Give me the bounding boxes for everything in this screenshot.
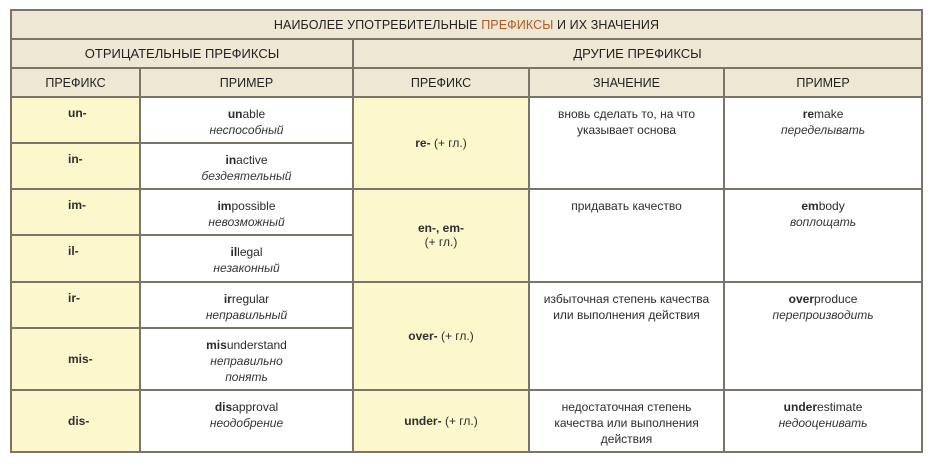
negative-example-cell	[140, 282, 353, 328]
example-word: overproduce	[788, 291, 858, 306]
other-prefix-cell: en-, em- (+ гл.)	[353, 189, 529, 281]
column-header-meaning: ЗНАЧЕНИЕ	[529, 68, 724, 97]
table-row	[11, 97, 922, 143]
example-translation: переделывать	[781, 123, 866, 138]
example-word: unable	[227, 107, 266, 122]
other-prefix-cell: re- (+ гл.)	[353, 97, 529, 189]
negative-example-cell	[140, 390, 353, 452]
meaning-cell: недостаточная степень качества или выполнения действия	[529, 390, 724, 452]
column-header-example-left: ПРИМЕР	[140, 68, 353, 97]
column-header-prefix-left: ПРЕФИКС	[11, 68, 140, 97]
other-example-cell	[724, 282, 922, 390]
example-translation: неодобрение	[209, 415, 284, 430]
example-word: inactive	[225, 153, 268, 168]
example-translation: незаконный	[213, 261, 280, 276]
table-row	[11, 282, 922, 328]
table-title	[11, 10, 922, 39]
negative-example-cell	[140, 97, 353, 143]
title-highlight: ПРЕФИКСЫ	[481, 17, 554, 32]
example-word: irregular	[223, 291, 270, 306]
example-translation: неправильно понять	[210, 353, 283, 384]
title-text-end: И ИХ ЗНАЧЕНИЯ	[553, 17, 660, 32]
table-row	[11, 189, 922, 235]
example-word: impossible	[217, 199, 276, 214]
other-prefix-cell: over- (+ гл.)	[353, 282, 529, 390]
example-translation: воплощать	[790, 215, 857, 230]
negative-prefix-cell: im-	[11, 189, 140, 235]
title-text: НАИБОЛЕЕ УПОТРЕБИТЕЛЬНЫЕ	[273, 17, 482, 32]
group-header-other: ДРУГИЕ ПРЕФИКСЫ	[353, 39, 922, 68]
prefix-table	[10, 9, 923, 453]
table-row	[11, 390, 922, 452]
negative-example-cell	[140, 189, 353, 235]
group-header-negative: ОТРИЦАТЕЛЬНЫЕ ПРЕФИКСЫ	[11, 39, 353, 68]
negative-prefix-cell: il-	[11, 235, 140, 281]
negative-prefix-cell: in-	[11, 143, 140, 189]
example-word: remake	[802, 107, 844, 122]
example-translation: перепроизводить	[772, 307, 874, 322]
example-translation: неправильный	[205, 307, 288, 322]
negative-prefix-cell: ir-	[11, 282, 140, 328]
column-header-prefix-right: ПРЕФИКС	[353, 68, 529, 97]
example-word: disapproval	[214, 399, 279, 414]
example-translation: неспособный	[209, 123, 284, 138]
negative-example-cell	[140, 235, 353, 281]
column-header-example-right: ПРИМЕР	[724, 68, 922, 97]
negative-prefix-cell: un-	[11, 97, 140, 143]
example-translation: невозможный	[208, 215, 285, 230]
other-example-cell	[724, 97, 922, 189]
other-example-cell	[724, 390, 922, 452]
example-word: embody	[801, 199, 845, 214]
negative-example-cell	[140, 328, 353, 390]
example-word: illegal	[230, 245, 263, 260]
other-example-cell	[724, 189, 922, 281]
example-translation: недооценивать	[778, 415, 868, 430]
other-prefix-cell: under- (+ гл.)	[353, 390, 529, 452]
example-word: misunderstand	[206, 337, 287, 352]
meaning-cell: вновь сделать то, на что указывает основа	[529, 97, 724, 189]
meaning-cell: придавать качество	[529, 189, 724, 281]
example-translation: бездеятельный	[201, 169, 292, 184]
example-word: underestimate	[783, 399, 863, 414]
meaning-cell: избыточная степень качества или выполнения действия	[529, 282, 724, 390]
negative-prefix-cell: dis-	[11, 390, 140, 452]
negative-prefix-cell: mis-	[11, 328, 140, 390]
negative-example-cell	[140, 143, 353, 189]
